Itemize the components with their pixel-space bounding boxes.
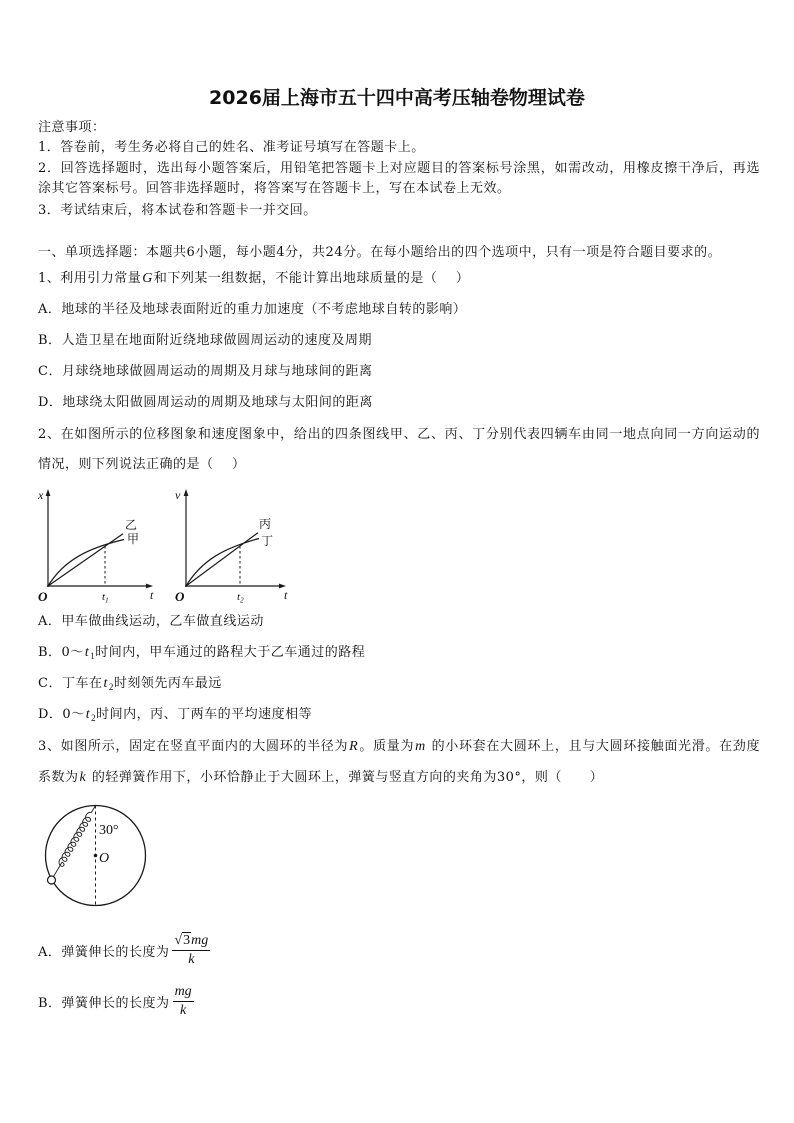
- stem-text: 和下列某一组数据，不能计算出地球质量的是（ ）: [153, 271, 470, 286]
- option-label: B．弹簧伸长的长度为: [38, 995, 170, 1011]
- spring: [54, 806, 96, 877]
- vt-t2-sub: 2: [240, 596, 244, 605]
- center-label: O: [99, 851, 110, 866]
- vt-origin-label: O: [175, 589, 185, 604]
- option-label: A．弹簧伸长的长度为: [38, 944, 170, 960]
- variable-m: m: [415, 739, 426, 754]
- question-2-option-c: [38, 674, 760, 694]
- xt-origin-label: O: [38, 589, 48, 604]
- stem-text: 3、如图所示，固定在竖直平面内的大圆环的半径为: [38, 739, 349, 754]
- xt-line-yi: [48, 534, 123, 586]
- option-text: A．甲车做曲线运动，乙车做直线运动: [38, 614, 264, 629]
- option-text: 时间内，丙、丁两车的平均速度相等: [96, 707, 313, 722]
- stem-text: 1、利用引力常量: [38, 271, 142, 286]
- xt-y-axis-label: x: [38, 488, 44, 502]
- question-3-stem: [38, 731, 760, 793]
- option-text: C．丁车在: [38, 676, 103, 691]
- question-2-stem: 2、在如图所示的位移图象和速度图象中，给出的四条图线甲、乙、丙、丁分别代表四辆车由同一地点向同一方向运动的情况，则下列说法正确的是（ ）: [38, 427, 760, 472]
- option-text: 时刻领先丙车最远: [113, 676, 222, 691]
- xt-t1-var: t: [102, 591, 106, 603]
- question-1-stem: [38, 269, 760, 289]
- variable-t: t: [85, 707, 91, 722]
- notice-item-3: 3．考试结束后，将本试卷和答题卡一并交回。: [38, 203, 317, 218]
- variable-g: G: [142, 271, 153, 286]
- vt-x-axis-label: t: [284, 588, 288, 602]
- fraction-numerator: [172, 932, 210, 951]
- vt-curve-ding: [186, 539, 259, 587]
- notice-heading: 注意事项：: [38, 120, 106, 135]
- small-ring: [48, 876, 56, 884]
- question-3-option-b: [38, 983, 194, 1019]
- fraction-numerator: mg: [173, 983, 194, 1002]
- subscript: 2: [108, 682, 114, 692]
- question-2-option-b: [38, 643, 760, 663]
- vt-y-axis-arrow: [184, 489, 189, 496]
- variable-k: k: [79, 770, 87, 785]
- question-1-option-b: B．人造卫星在地面附近绕地球做圆周运动的速度及周期: [38, 333, 373, 348]
- page-title: 2026届上海市五十四中高考压轴卷物理试卷: [209, 87, 585, 109]
- stem-text: 。质量为: [359, 739, 415, 754]
- option-text: D．0～: [38, 707, 85, 722]
- angle-label: 30°: [99, 823, 119, 838]
- question-1-option-d: D．地球绕太阳做圆周运动的周期及地球与太阳间的距离: [38, 395, 373, 410]
- question-1-option-c: C．月球绕地球做圆周运动的周期及月球与地球间的距离: [38, 364, 373, 379]
- subscript: 1: [90, 651, 96, 661]
- notice-item-2: 2．回答选择题时，选出每小题答案后，用铅笔把答题卡上对应题目的答案标号涂黑，如需改动，用橡皮擦干净后，再选涂其它答案标号。回答非选择题时，将答案写在答题卡上，写在本试卷上无效。: [38, 161, 760, 196]
- center-dot: [94, 854, 98, 858]
- vt-t2-var: t: [237, 591, 241, 603]
- motion-graphs-figure: [28, 484, 300, 610]
- radicand: 3: [183, 933, 191, 948]
- vt-label-bing: 丙: [259, 517, 272, 531]
- question-2-option-a: [38, 612, 760, 632]
- variable-t: t: [84, 645, 90, 660]
- fraction: [172, 932, 210, 968]
- xt-x-axis-label: t: [150, 588, 154, 602]
- fraction-denominator: k: [180, 1003, 187, 1018]
- xt-label-yi: 乙: [125, 518, 138, 532]
- xt-t1-sub: 1: [105, 596, 109, 605]
- sqrt-symbol: √: [174, 933, 183, 948]
- xt-y-axis-arrow: [46, 489, 51, 496]
- vt-y-axis-label: v: [175, 488, 181, 502]
- ring-spring-figure: [40, 800, 155, 912]
- fraction-denominator: k: [188, 952, 195, 967]
- fraction: [173, 983, 194, 1019]
- question-1-option-a: A．地球的半径及地球表面附近的重力加速度（不考虑地球自转的影响）: [38, 302, 467, 317]
- vt-label-ding: 丁: [261, 534, 274, 548]
- xt-label-jia: 甲: [127, 532, 140, 546]
- stem-text: 的小环套在大圆环上，且与大圆环接触面光滑。在劲度系数为: [38, 739, 760, 785]
- notice-item-1: 1．答卷前，考生务必将自己的姓名、准考证号填写在答题卡上。: [38, 140, 425, 155]
- subscript: 2: [91, 713, 97, 723]
- option-text: 时间内，甲车通过的路程大于乙车通过的路程: [95, 645, 366, 660]
- section-heading: 一、单项选择题：本题共6小题，每小题4分，共24分。在每小题给出的四个选项中，只有一项是符合题目要求的。: [38, 245, 722, 260]
- variable-t: t: [103, 676, 108, 691]
- stem-text: 的轻弹簧作用下，小环恰静止于大圆环上，弹簧与竖直方向的夹角为30°，则（ ）: [87, 770, 604, 785]
- vt-line-bing: [186, 533, 258, 586]
- option-text: B．0～: [38, 645, 84, 660]
- variable-r: R: [349, 739, 359, 754]
- xt-curve-jia: [48, 540, 124, 587]
- question-3-option-a: [38, 932, 210, 968]
- xt-t1-label: [102, 591, 109, 605]
- vt-t2-label: [237, 591, 244, 605]
- numerator-var: mg: [191, 933, 209, 948]
- question-2-option-d: [38, 705, 760, 725]
